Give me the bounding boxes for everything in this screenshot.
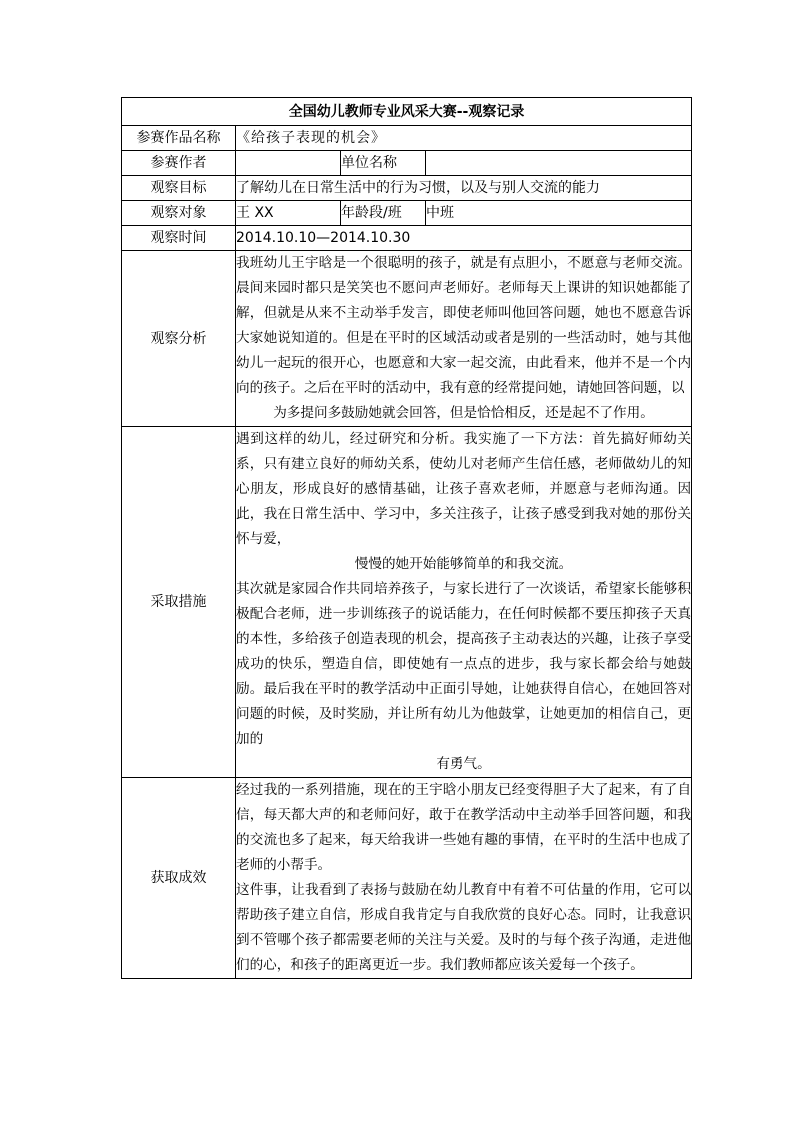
author-value: [236, 151, 341, 176]
measures-content: [236, 427, 692, 778]
measures-paragraph: 遇到这样的幼儿，经过研究和分析。我实施了一下方法：首先搞好师幼关系，只有建立良好的师幼关系，使幼儿对老师产生信任感，老师做幼儿的知心朋友，形成良好的感情基础，让孩子喜欢老师，并愿意与老师沟通。因此，我在日常生活中、学习中，多关注孩子，让孩子感受到我对她的那份关怀与爱，: [236, 431, 692, 547]
results-paragraph: 经过我的一系列措施，现在的王宇晗小朋友已经变得胆子大了起来，有了自信，每天都大声的和老师问好，敢于在教学活动中主动举手回答问题，和我的交流也多了起来，每天给我讲一些她有趣的事情，在平时的生活中也成了老师的小帮手。: [236, 782, 692, 873]
work-name-value: 《给孩子表现的机会》: [236, 126, 692, 151]
analysis-paragraph: 我班幼儿王宇晗是一个很聪明的孩子，就是有点胆小，不愿意与老师交流。晨间来园时都只是笑笑也不愿问声老师好。老师每天上课讲的知识她都能了解，但就是从来不主动举手发言，即使老师叫他回答问题，她也不愿意告诉大家她说知道的。但是在平时的区域活动或者是别的一些活动时，她与其他幼儿一起玩的很开心，也愿意和大家一起交流，由此看来，他并不是一个内向的孩子。之后在平时的活动中，我有意的经常提问她，请她回答问题，以: [236, 255, 692, 396]
analysis-paragraph: 为多提问多鼓励她就会回答，但是恰恰相反，还是起不了作用。: [273, 405, 654, 421]
observation-record-table: [121, 97, 692, 979]
measures-paragraph: 慢慢的她开始能够简单的和我交流。: [354, 556, 573, 572]
subject-value: 王 XX: [236, 201, 341, 226]
results-row: [122, 778, 692, 979]
time-value: 2014.10.10—2014.10.30: [236, 226, 692, 251]
results-paragraph: 这件事，让我看到了表扬与鼓励在幼儿教育中有着不可估量的作用，它可以帮助孩子建立自信，形成自我肯定与自我欣赏的良好心态。同时，让我意识到不管哪个孩子都需要老师的关注与关爱。及时的与每个孩子沟通，走进他们的心，和孩子的距离更近一步。我们教师都应该关爱每一个孩子。: [236, 882, 692, 973]
subject-label: 观察对象: [122, 201, 236, 226]
results-label: 获取成效: [122, 778, 236, 979]
subject-row: [122, 201, 692, 226]
time-label: 观察时间: [122, 226, 236, 251]
measures-paragraph: 其次就是家园合作共同培养孩子，与家长进行了一次谈话，希望家长能够积极配合老师，进一步训练孩子的说话能力，在任何时候都不要压抑孩子天真的本性，多给孩子创造表现的机会，提高孩子主动表达的兴趣，让孩子享受成功的快乐，塑造自信，即使她有一点点的进步，我与家长都会给与她鼓励。最后我在平时的教学活动中正面引导她，让她获得自信心，在她回答对问题的时候，及时奖励，并让所有幼儿为他鼓掌，让她更加的相信自己，更加的: [236, 581, 692, 747]
title-row: [122, 98, 692, 126]
results-content: [236, 778, 692, 979]
analysis-content: [236, 251, 692, 427]
record-title: 全国幼儿教师专业风采大赛--观察记录: [122, 98, 692, 126]
analysis-label: 观察分析: [122, 251, 236, 427]
age-group-label: 年龄段/班: [341, 201, 426, 226]
unit-name-label: 单位名称: [341, 151, 426, 176]
analysis-row: [122, 251, 692, 427]
goal-row: [122, 176, 692, 201]
author-label: 参赛作者: [122, 151, 236, 176]
unit-name-value: [426, 151, 692, 176]
goal-label: 观察目标: [122, 176, 236, 201]
work-name-label: 参赛作品名称: [122, 126, 236, 151]
author-row: [122, 151, 692, 176]
goal-value: 了解幼儿在日常生活中的行为习惯，以及与别人交流的能力: [236, 176, 692, 201]
measures-paragraph: 有勇气。: [436, 756, 491, 772]
work-name-row: [122, 126, 692, 151]
measures-label: 采取措施: [122, 427, 236, 778]
age-group-value: 中班: [426, 201, 692, 226]
time-row: [122, 226, 692, 251]
measures-row: [122, 427, 692, 778]
